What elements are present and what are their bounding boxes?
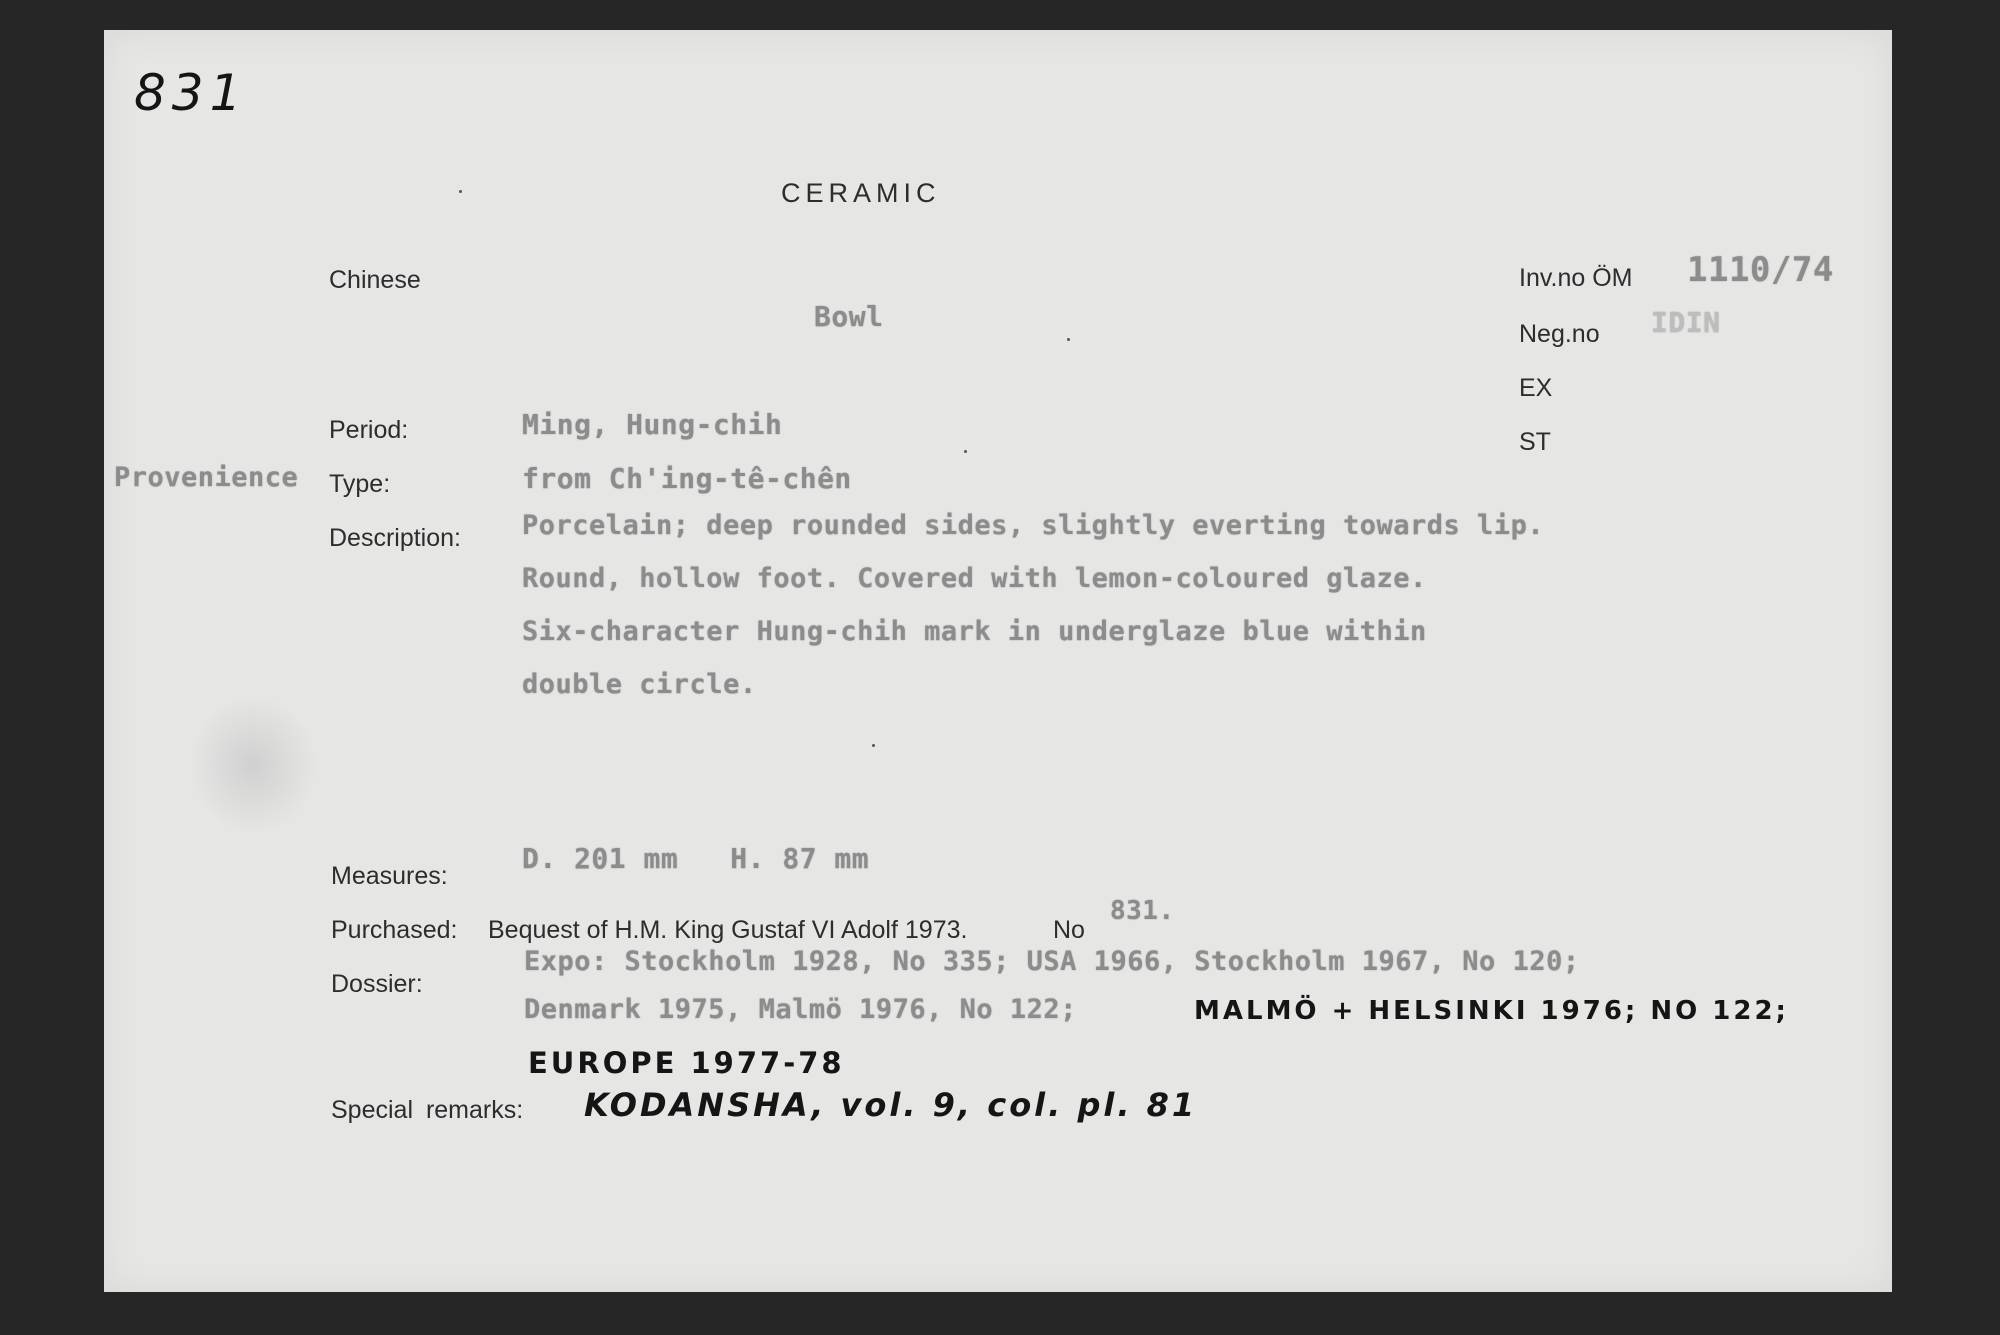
neg-label: Neg.no <box>1519 320 1600 348</box>
special-remarks-value: KODANSHA, vol. 9, col. pl. 81 <box>584 1086 1198 1124</box>
type-value: from Ch'ing-tê-chên <box>522 462 852 495</box>
description-line-3: Six-character Hung-chih mark in underglaze blue within <box>522 616 1427 647</box>
measures-value: D. 201 mm H. 87 mm <box>522 842 870 875</box>
type-label: Type: <box>329 470 391 498</box>
period-value: Ming, Hung-chih <box>522 408 783 441</box>
dossier-line-1: Expo: Stockholm 1928, No 335; USA 1966, Stockholm 1967, No 120; <box>524 946 1580 977</box>
purchased-no-value: 831. <box>1110 896 1175 926</box>
catalog-number: 831 <box>134 64 248 122</box>
provenience-label: Provenience <box>114 462 299 493</box>
purchased-label: Purchased: <box>331 916 458 944</box>
dossier-handwritten-2: EUROPE 1977-78 <box>528 1046 845 1080</box>
period-label: Period: <box>329 416 409 444</box>
description-label: Description: <box>329 524 461 552</box>
dossier-line-2: Denmark 1975, Malmö 1976, No 122; <box>524 994 1077 1025</box>
description-line-2: Round, hollow foot. Covered with lemon-coloured glaze. <box>522 563 1427 594</box>
paper-smudge <box>188 695 318 835</box>
description-line-1: Porcelain; deep rounded sides, slightly everting towards lip. <box>522 510 1545 541</box>
description-line-4: double circle. <box>522 669 757 700</box>
purchased-no-label: No <box>1053 916 1085 944</box>
origin-label: Chinese <box>329 266 421 294</box>
special-remarks-label: Special remarks: <box>331 1096 524 1124</box>
st-label: ST <box>1519 428 1551 456</box>
object-name: Bowl <box>814 300 884 333</box>
neg-value: IDIN <box>1651 306 1721 339</box>
dossier-label: Dossier: <box>331 970 423 998</box>
dossier-handwritten-1: MALMÖ + HELSINKI 1976; NO 122; <box>1194 996 1789 1026</box>
catalog-card <box>104 30 1892 1292</box>
paper-speck <box>1067 338 1070 341</box>
purchased-value: Bequest of H.M. King Gustaf VI Adolf 1973. <box>488 916 968 944</box>
paper-speck <box>459 190 462 193</box>
inv-label: Inv.no ÖM <box>1519 264 1633 292</box>
measures-label: Measures: <box>331 862 448 890</box>
ex-label: EX <box>1519 374 1553 402</box>
inv-value: 1110/74 <box>1687 250 1834 290</box>
paper-speck <box>872 744 875 747</box>
paper-speck <box>964 450 967 453</box>
category-heading: CERAMIC <box>781 178 941 208</box>
